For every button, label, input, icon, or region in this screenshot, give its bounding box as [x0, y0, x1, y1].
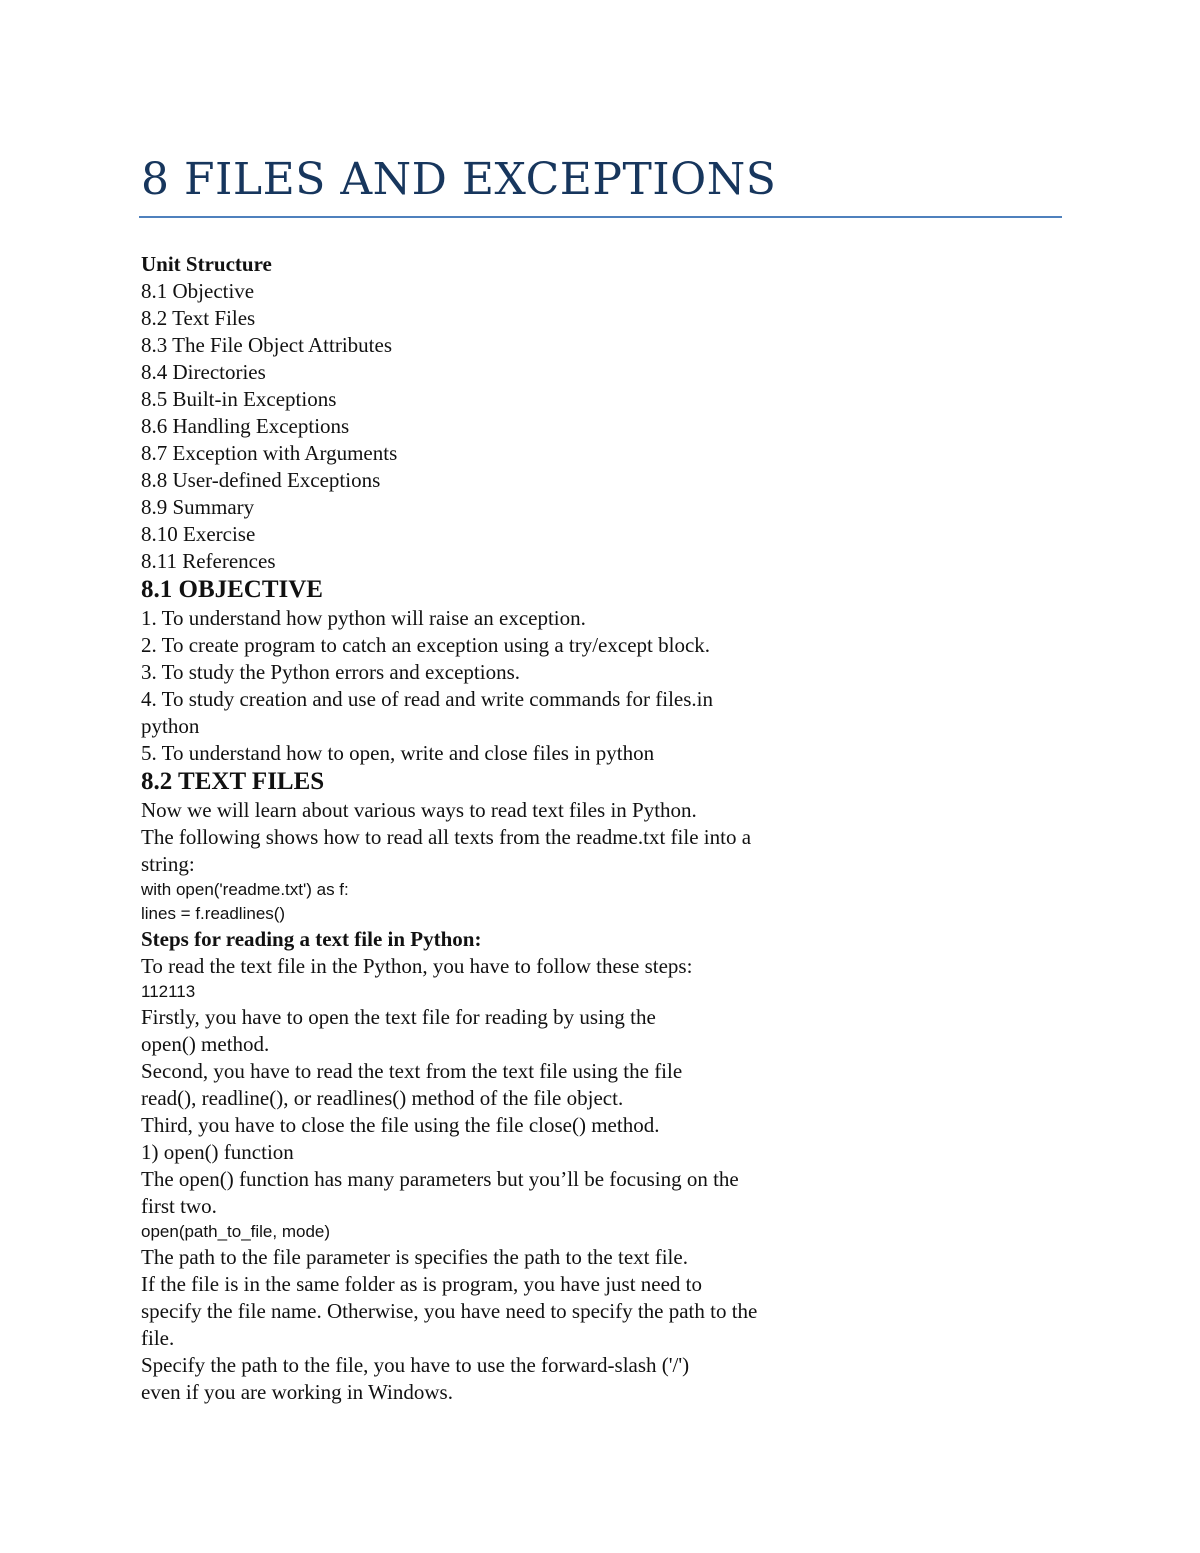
- paragraph: The open() function has many parameters but you’ll be focusing on the: [141, 1167, 739, 1191]
- objective-item: 3. To study the Python errors and exceptions.: [141, 660, 521, 684]
- paragraph: Second, you have to read the text from the text file using the file: [141, 1059, 683, 1083]
- code-line: lines = f.readlines(): [141, 904, 286, 923]
- unit-structure-list: [141, 278, 861, 575]
- paragraph: string:: [141, 852, 195, 876]
- chapter-title: 8 FILES AND EXCEPTIONS: [141, 154, 777, 205]
- objective-list: [141, 605, 861, 767]
- unit-structure-item: 8.10 Exercise: [141, 522, 256, 546]
- unit-structure-item: 8.7 Exception with Arguments: [141, 441, 398, 465]
- unit-structure-item: 8.2 Text Files: [141, 306, 256, 330]
- title-divider: [139, 216, 1062, 218]
- code-line: with open('readme.txt') as f:: [141, 880, 349, 899]
- objective-item: python: [141, 714, 200, 738]
- unit-structure-item: 8.4 Directories: [141, 360, 266, 384]
- objective-item: 4. To study creation and use of read and write commands for files.in: [141, 687, 713, 711]
- paragraph: specify the file name. Otherwise, you have need to specify the path to the: [141, 1299, 758, 1323]
- paragraph: even if you are working in Windows.: [141, 1380, 453, 1404]
- paragraph: file.: [141, 1326, 175, 1350]
- paragraph: first two.: [141, 1194, 217, 1218]
- objective-item: 2. To create program to catch an exception using a try/except block.: [141, 633, 711, 657]
- unit-structure-heading: Unit Structure: [141, 252, 272, 276]
- objective-item: 1. To understand how python will raise an exception.: [141, 606, 586, 630]
- paragraph: read(), readline(), or readlines() method of the file object.: [141, 1086, 624, 1110]
- paragraph: The following shows how to read all texts from the readme.txt file into a: [141, 825, 752, 849]
- unit-structure-item: 8.6 Handling Exceptions: [141, 414, 350, 438]
- page-code: 112113: [141, 982, 196, 1001]
- document-body: [141, 251, 861, 1406]
- unit-structure-item: 8.1 Objective: [141, 279, 255, 303]
- paragraph: Firstly, you have to open the text file for reading by using the: [141, 1005, 656, 1029]
- code-line: open(path_to_file, mode): [141, 1222, 331, 1241]
- unit-structure-item: 8.5 Built-in Exceptions: [141, 387, 337, 411]
- section-heading-text-files: 8.2 TEXT FILES: [141, 768, 325, 795]
- objective-item: 5. To understand how to open, write and close files in python: [141, 741, 655, 765]
- paragraph: The path to the file parameter is specifies the path to the text file.: [141, 1245, 688, 1269]
- paragraph: open() method.: [141, 1032, 270, 1056]
- paragraph: Now we will learn about various ways to read text files in Python.: [141, 798, 697, 822]
- paragraph: Third, you have to close the file using the file close() method.: [141, 1113, 660, 1137]
- paragraph: Specify the path to the file, you have to use the forward-slash ('/'): [141, 1353, 690, 1377]
- unit-structure-item: 8.3 The File Object Attributes: [141, 333, 392, 357]
- unit-structure-item: 8.8 User-defined Exceptions: [141, 468, 381, 492]
- subheading-open-function: 1) open() function: [141, 1140, 294, 1164]
- unit-structure-item: 8.11 References: [141, 549, 276, 573]
- steps-heading: Steps for reading a text file in Python:: [141, 927, 482, 951]
- paragraph: If the file is in the same folder as is program, you have just need to: [141, 1272, 703, 1296]
- unit-structure-item: 8.9 Summary: [141, 495, 255, 519]
- paragraph: To read the text file in the Python, you have to follow these steps:: [141, 954, 693, 978]
- section-heading-objective: 8.1 OBJECTIVE: [141, 576, 323, 603]
